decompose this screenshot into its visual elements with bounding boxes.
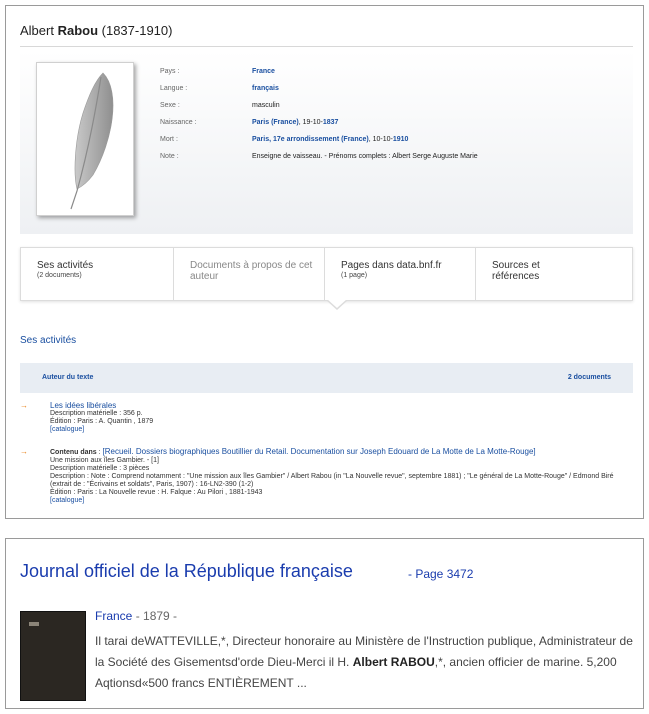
snippet-highlight: Albert RABOU [352, 655, 435, 669]
entry-body [50, 402, 633, 434]
field-sexe [160, 102, 560, 114]
author-info-box [20, 50, 633, 234]
country-link[interactable]: France [252, 68, 275, 75]
tab-title: Sources et références [492, 260, 540, 282]
author-record-panel [5, 5, 644, 519]
tab-title: Pages dans data.bnf.fr [341, 260, 442, 271]
field-value: masculin [252, 102, 280, 109]
field-label: Note : [160, 153, 179, 160]
role-bar [20, 363, 633, 393]
section-title: Ses activités [20, 335, 77, 346]
search-result-panel [5, 538, 644, 709]
active-tab-pointer [326, 300, 348, 310]
field-note [160, 153, 560, 165]
journal-title-link[interactable]: Journal officiel de la République française [20, 561, 353, 581]
death-date-text: , 10-10- [368, 136, 393, 143]
birth-date-text: , 19-10- [298, 119, 323, 126]
field-value [252, 136, 408, 143]
field-label: Naissance : [160, 119, 197, 126]
arrow-right-icon: → [20, 447, 28, 456]
tab-count: (2 documents) [37, 272, 82, 279]
tab-title: Documents à propos de cet auteur [190, 260, 313, 282]
entry-edition: Édition : Paris : A. Quantin , 1879 [50, 418, 154, 425]
author-last-name: Rabou [57, 23, 99, 38]
author-heading [20, 23, 172, 38]
result-snippet [95, 631, 640, 694]
tab-documents-a-propos[interactable] [173, 248, 324, 300]
separator: : [96, 449, 103, 456]
field-label: Langue : [160, 85, 188, 92]
death-year-link[interactable]: 1910 [392, 136, 409, 143]
field-label: Mort : [160, 136, 178, 143]
author-first-name: Albert [20, 23, 58, 38]
document-thumbnail[interactable] [20, 611, 86, 701]
field-pays [160, 68, 560, 80]
list-item [20, 448, 633, 518]
tab-title: Ses activités [37, 260, 94, 271]
entry-part: Une mission aux îles Gambier. - [1] [50, 457, 159, 464]
tab-count: (1 page) [341, 272, 368, 279]
collection-link[interactable]: [Recueil. Dossiers biographiques Boutillier du Retail. Documentation sur Joseph Édouard de La Motte de La Motte-Rouge] [102, 448, 536, 456]
result-year: - 1879 - [132, 609, 178, 623]
entry-edition: Édition : Paris : La Nouvelle revue : H. Falque : Au Pilori , 1881-1943 [50, 489, 263, 496]
document-tabs [20, 247, 633, 301]
page-number[interactable]: - Page 3472 [408, 567, 474, 581]
field-mort [160, 136, 560, 148]
entry-body [50, 448, 633, 505]
thumbnail-highlight [29, 622, 39, 626]
result-meta [95, 609, 177, 623]
entry-description: Description matérielle : 356 p. [50, 410, 143, 417]
field-label: Sexe : [160, 102, 180, 109]
place-link[interactable]: France [95, 609, 133, 623]
snippet-text: ,*, ancien officier de marine. 5,200 Aqtionsd«500 francs ENTIÈREMENT ... [95, 655, 617, 690]
tab-pages-data-bnf[interactable] [324, 248, 475, 300]
quill-feather-icon [37, 63, 135, 217]
birthplace-link[interactable]: Paris (France) [252, 119, 299, 126]
field-naissance [160, 119, 560, 131]
tab-ses-activites[interactable] [21, 248, 173, 300]
arrow-right-icon: → [20, 401, 28, 410]
snippet-text: Il tarai deWATTEVILLE,*, Directeur honoraire au Ministère de l'Instruction publique, Administrateur de la Société des Gisementsd'orde Dieu-Merci il H. [95, 634, 633, 669]
contained-in-label: Contenu dans [50, 449, 97, 456]
divider [20, 46, 633, 47]
language-link[interactable]: français [252, 85, 279, 92]
list-item [20, 402, 633, 442]
catalogue-link[interactable]: [catalogue] [50, 497, 85, 504]
field-value [252, 119, 338, 126]
birth-year-link[interactable]: 1837 [322, 119, 339, 126]
field-value [252, 85, 279, 92]
role-label: Auteur du texte [42, 374, 94, 381]
document-title-link[interactable]: Les idées libérales [50, 401, 117, 410]
tab-sources-references[interactable] [475, 248, 635, 300]
entry-description: Description matérielle : 3 pièces [50, 465, 150, 472]
author-dates: (1837-1910) [98, 23, 173, 38]
author-portrait-placeholder [36, 62, 134, 216]
catalogue-link[interactable]: [catalogue] [50, 426, 85, 433]
document-count[interactable]: 2 documents [567, 374, 611, 381]
field-label: Pays : [160, 68, 180, 75]
entry-note: Description : Note : Comprend notamment : "Une mission aux îles Gambier" / Albert Rabou (in "La Nouvelle revue", septembre 1881) ; "Le général de La Motte-Rouge" / Edmond Biré (extrait de : "Écrivains et soldats", Paris, 1907) : 16-LN2-390 (1-2) [50, 473, 614, 488]
field-langue [160, 85, 560, 97]
field-value [252, 68, 275, 75]
field-value: Enseigne de vaisseau. - Prénoms complets : Albert Serge Auguste Marie [252, 153, 478, 160]
deathplace-link[interactable]: Paris, 17e arrondissement (France) [252, 136, 369, 143]
